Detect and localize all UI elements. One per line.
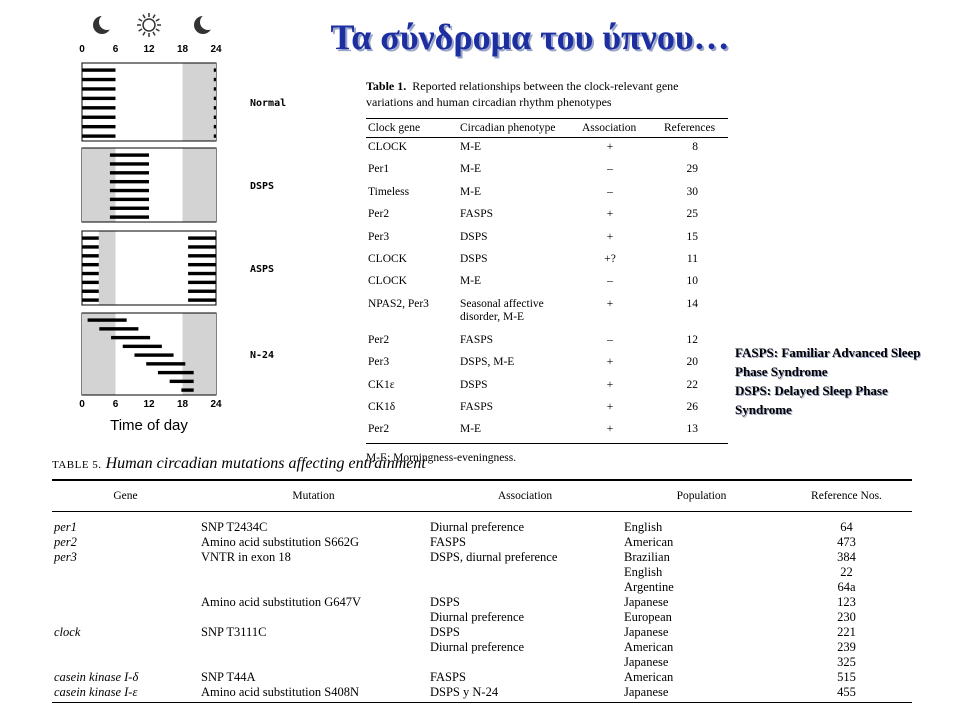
table1-label: Table 1. — [366, 79, 407, 93]
table1-cell: CLOCK — [368, 252, 407, 265]
sleep-bar — [170, 380, 194, 383]
table5-cell — [199, 580, 428, 595]
table5-header: Population — [622, 480, 781, 512]
sleep-bar — [188, 298, 216, 301]
table5-cell: VNTR in exon 18 — [201, 550, 291, 564]
sleep-bar — [214, 116, 216, 119]
phenotype-label: N-24 — [250, 350, 275, 361]
moon-icon — [99, 14, 115, 30]
table1-cell: M-E — [458, 420, 580, 443]
table1-cell: Seasonal affective disorder, M-E — [460, 297, 544, 323]
table5-cell: DSPS — [430, 595, 460, 609]
table1-cell: 26 — [686, 400, 698, 413]
table1-cell: + — [606, 141, 614, 153]
table5-cell — [52, 565, 199, 580]
table1-row — [366, 420, 728, 443]
sun-icon — [143, 19, 155, 31]
table5-cell: European — [624, 610, 672, 624]
sleep-bar — [111, 336, 150, 339]
sleep-bar — [82, 254, 99, 257]
table5-cell: Japanese — [624, 655, 669, 669]
table5-cell: DSPS — [430, 625, 460, 639]
table5-cell: 22 — [840, 565, 853, 579]
sleep-bar — [123, 345, 162, 348]
table1-cell: Per2 — [368, 333, 390, 346]
table5-row — [52, 685, 912, 703]
sleep-bar — [88, 318, 127, 321]
sleep-bar — [188, 263, 216, 266]
table5-cell — [52, 655, 199, 670]
table1-row — [366, 138, 728, 161]
x-axis-label: Time of day — [110, 417, 188, 434]
table1-row — [366, 272, 728, 294]
sleep-bar — [214, 97, 216, 100]
table5-cell: 239 — [837, 640, 856, 654]
dark-period — [183, 64, 217, 141]
table1-cell: 30 — [686, 185, 698, 198]
sleep-phase-diagram — [70, 5, 290, 435]
abbreviations-note — [735, 343, 945, 419]
table5-cell: SNP T3111C — [201, 625, 267, 639]
table1-row — [366, 398, 728, 420]
table5-cell — [52, 610, 199, 625]
table5-cell: 455 — [781, 685, 912, 703]
table5-row — [52, 640, 912, 655]
table1-cell: Per2 — [368, 208, 390, 221]
table5-cell: English — [624, 520, 663, 534]
table5-header: Mutation — [199, 480, 428, 512]
table1-row — [366, 376, 728, 398]
sleep-bar — [110, 189, 149, 192]
table1-cell: +? — [604, 252, 616, 265]
sleep-bar — [188, 236, 216, 239]
sleep-bar — [82, 106, 116, 109]
table5-cell: DSPS y N-24 — [428, 685, 622, 703]
table5-row — [52, 595, 912, 610]
table5-cell: FASPS — [430, 670, 466, 684]
sleep-bar — [214, 106, 216, 109]
table1-cell: NPAS2, Per3 — [368, 297, 429, 310]
sleep-bar — [188, 290, 216, 293]
table5-row — [52, 550, 912, 565]
table5-block — [52, 455, 912, 703]
table1-cell: Timeless — [368, 185, 410, 198]
phenotype-label: Normal — [250, 98, 287, 109]
table5-cell: 384 — [837, 550, 856, 564]
table5-cell — [428, 565, 622, 580]
table5-cell: clock — [54, 625, 81, 639]
table1-cell: + — [606, 356, 614, 369]
table1-header: Clock gene — [366, 119, 458, 138]
table1-cell: CK1ε — [368, 378, 395, 391]
top-tick-label: 24 — [210, 44, 222, 55]
table5-cell: 473 — [837, 535, 856, 549]
table5-caption: Human circadian mutations affecting entrainment — [105, 455, 426, 472]
top-tick-label: 0 — [79, 44, 85, 55]
sleep-bar — [82, 272, 99, 275]
table5-cell: 64 — [840, 520, 853, 534]
sleep-bar — [82, 68, 116, 71]
sleep-bar — [82, 125, 116, 128]
table5-cell: Diurnal preference — [430, 610, 525, 624]
sleep-bar — [188, 272, 216, 275]
table5-cell: 123 — [837, 595, 856, 609]
table1-cell: 14 — [686, 297, 698, 310]
table1-cell: DSPS, M-E — [460, 356, 515, 369]
table5-cell: SNP T2434C — [201, 520, 268, 534]
phenotype-label: ASPS — [250, 264, 275, 275]
table1 — [366, 118, 728, 444]
sleep-bar — [214, 68, 216, 71]
sun-icon — [153, 15, 155, 18]
table1-cell: FASPS — [460, 333, 494, 346]
dark-period — [99, 232, 116, 305]
table5-cell: American — [624, 640, 674, 654]
sleep-bar — [214, 78, 216, 81]
table1-cell: + — [606, 230, 614, 243]
sleep-bar — [110, 207, 149, 210]
sleep-bar — [82, 290, 99, 293]
table5-cell: Amino acid substitution G647V — [201, 595, 362, 609]
table5 — [52, 479, 912, 703]
sun-icon — [139, 29, 142, 31]
table5-cell: Japanese — [622, 685, 781, 703]
table1-row — [366, 205, 728, 227]
table1-block — [366, 78, 728, 464]
table1-cell: M-E — [460, 275, 482, 288]
table5-cell: Japanese — [624, 595, 669, 609]
table1-cell: FASPS — [460, 208, 494, 221]
dark-period — [82, 149, 116, 222]
sleep-bar — [214, 134, 216, 137]
dark-period — [82, 314, 116, 395]
table1-note: M-E: Morningness-eveningness. — [366, 451, 517, 464]
table1-cell: + — [606, 400, 614, 413]
sun-icon — [143, 15, 145, 18]
phenotype-label: DSPS — [250, 181, 275, 192]
sun-icon — [153, 32, 155, 35]
table1-cell: Per2 — [366, 420, 458, 443]
sleep-bar — [188, 281, 216, 284]
sleep-bar — [110, 162, 149, 165]
table1-cell: 29 — [686, 163, 698, 176]
table1-cell: + — [606, 297, 614, 310]
table5-cell: American — [624, 670, 674, 684]
table5-cell: 230 — [837, 610, 856, 624]
sun-icon — [156, 19, 159, 21]
sleep-bar — [110, 215, 149, 218]
table1-row — [366, 353, 728, 375]
table5-cell: Diurnal preference — [430, 520, 525, 534]
table5-cell: 325 — [837, 655, 856, 669]
abbrev-fasps: FASPS: Familiar Advanced Sleep Phase Syndrome — [735, 345, 921, 379]
table5-cell — [199, 565, 428, 580]
sleep-bar — [110, 198, 149, 201]
table5-cell: American — [624, 535, 674, 549]
table1-cell: – — [607, 163, 613, 176]
table1-cell: – — [607, 275, 613, 288]
table1-cell: + — [580, 420, 662, 443]
table5-row — [52, 535, 912, 550]
table5-cell: Amino acid substitution S662G — [201, 535, 359, 549]
sun-icon — [156, 29, 159, 31]
table5-cell: English — [624, 565, 663, 579]
table1-cell: 15 — [686, 230, 698, 243]
table1-cell: 12 — [686, 333, 698, 346]
sleep-bar — [82, 245, 99, 248]
table5-cell: per3 — [54, 550, 77, 564]
sleep-bar — [82, 281, 99, 284]
table5-header: Association — [428, 480, 622, 512]
table5-cell: 221 — [837, 625, 856, 639]
table5-row — [52, 625, 912, 640]
table1-cell: DSPS — [460, 252, 488, 265]
table5-header: Reference Nos. — [781, 480, 912, 512]
bottom-tick-label: 24 — [210, 399, 222, 410]
table5-cell — [199, 610, 428, 625]
table1-cell: CLOCK — [368, 275, 407, 288]
table5-cell: Diurnal preference — [430, 640, 525, 654]
table5-cell: SNP T44A — [201, 670, 256, 684]
sun-icon — [143, 32, 145, 35]
table5-cell — [52, 580, 199, 595]
sleep-bar — [181, 388, 193, 391]
sleep-bar — [82, 78, 116, 81]
table5-cell: casein kinase I-δ — [54, 670, 139, 684]
table1-cell: – — [607, 185, 613, 198]
table1-cell: Per3 — [368, 356, 390, 369]
table5-cell — [199, 640, 428, 655]
table1-header: Circadian phenotype — [458, 119, 580, 138]
sleep-bar — [82, 116, 116, 119]
table1-cell: Per1 — [368, 163, 390, 176]
table1-row — [366, 183, 728, 205]
slide-title: Τα σύνδρομα του ύπνου… — [330, 17, 730, 57]
sleep-bar — [146, 362, 185, 365]
table1-cell: CK1δ — [368, 400, 396, 413]
sleep-bar — [134, 353, 173, 356]
table5-cell: per2 — [54, 535, 77, 549]
table1-cell: 8 — [692, 141, 698, 153]
table5-cell: Amino acid substitution S408N — [199, 685, 428, 703]
table5-cell — [428, 655, 622, 670]
sleep-bar — [82, 87, 116, 90]
sleep-bar — [158, 371, 194, 374]
bottom-tick-label: 0 — [79, 399, 85, 410]
table1-row — [366, 295, 728, 331]
table1-cell: Per3 — [368, 230, 390, 243]
table1-cell: M-E — [460, 163, 482, 176]
abbrev-dsps: DSPS: Delayed Sleep Phase Syndrome — [735, 383, 888, 417]
table5-cell — [52, 640, 199, 655]
table5-cell — [52, 595, 199, 610]
table1-row — [366, 331, 728, 353]
table5-cell: Argentine — [624, 580, 674, 594]
table5-cell: Brazilian — [624, 550, 670, 564]
table5-row — [52, 655, 912, 670]
table1-header: References — [662, 119, 728, 138]
table1-cell: + — [606, 378, 614, 391]
sleep-bar — [110, 171, 149, 174]
table1-cell: CLOCK — [368, 141, 407, 153]
sleep-bar — [82, 97, 116, 100]
sleep-bar — [188, 245, 216, 248]
table5-cell — [199, 655, 428, 670]
sleep-bar — [214, 87, 216, 90]
table5-cell — [428, 580, 622, 595]
bottom-tick-label: 6 — [112, 399, 119, 410]
table1-cell: – — [607, 333, 613, 346]
table5-cell: Japanese — [624, 625, 669, 639]
moon-icon — [200, 14, 216, 30]
table1-cell: 11 — [686, 252, 698, 265]
sun-icon — [139, 19, 142, 21]
bottom-tick-label: 18 — [176, 399, 189, 410]
table5-row — [52, 512, 912, 536]
sleep-bar — [82, 134, 116, 137]
table1-row — [366, 160, 728, 182]
table1-cell: 25 — [686, 208, 698, 221]
table5-row — [52, 580, 912, 595]
sleep-bar — [188, 254, 216, 257]
table5-cell: per1 — [54, 520, 77, 534]
table1-caption: Reported relationships between the clock-relevant gene variations and human circadian rhythm phenotypes — [366, 79, 679, 109]
table1-cell: M-E — [460, 141, 482, 153]
table1-cell: 22 — [686, 378, 698, 391]
table1-cell: 20 — [686, 356, 698, 369]
table1-cell: DSPS — [460, 378, 488, 391]
sleep-bar — [82, 298, 99, 301]
table1-cell: M-E — [460, 185, 482, 198]
sleep-bar — [99, 327, 138, 330]
top-tick-label: 6 — [112, 44, 119, 55]
table5-row — [52, 610, 912, 625]
table1-header: Association — [580, 119, 662, 138]
table5-row — [52, 565, 912, 580]
dark-period — [183, 149, 217, 222]
table1-cell: + — [606, 208, 614, 221]
table5-header: Gene — [52, 480, 199, 512]
top-tick-label: 12 — [143, 44, 155, 55]
table1-cell: 10 — [686, 275, 698, 288]
table1-cell: DSPS — [460, 230, 488, 243]
table5-cell: 64a — [837, 580, 856, 594]
sleep-bar — [82, 263, 99, 266]
table5-cell: DSPS, diurnal preference — [430, 550, 558, 564]
top-tick-label: 18 — [176, 44, 189, 55]
table5-cell: 515 — [837, 670, 856, 684]
sleep-bar — [110, 153, 149, 156]
table1-row — [366, 250, 728, 272]
table1-cell: 13 — [662, 420, 728, 443]
table5-label: TABLE 5. — [52, 459, 102, 471]
sleep-bar — [82, 236, 99, 239]
sleep-bar — [214, 125, 216, 128]
table1-cell: FASPS — [460, 400, 494, 413]
table5-cell: casein kinase I-ε — [52, 685, 199, 703]
table5-row — [52, 670, 912, 685]
bottom-tick-label: 12 — [143, 399, 155, 410]
table5-cell: FASPS — [430, 535, 466, 549]
table1-row — [366, 228, 728, 250]
sleep-bar — [110, 180, 149, 183]
